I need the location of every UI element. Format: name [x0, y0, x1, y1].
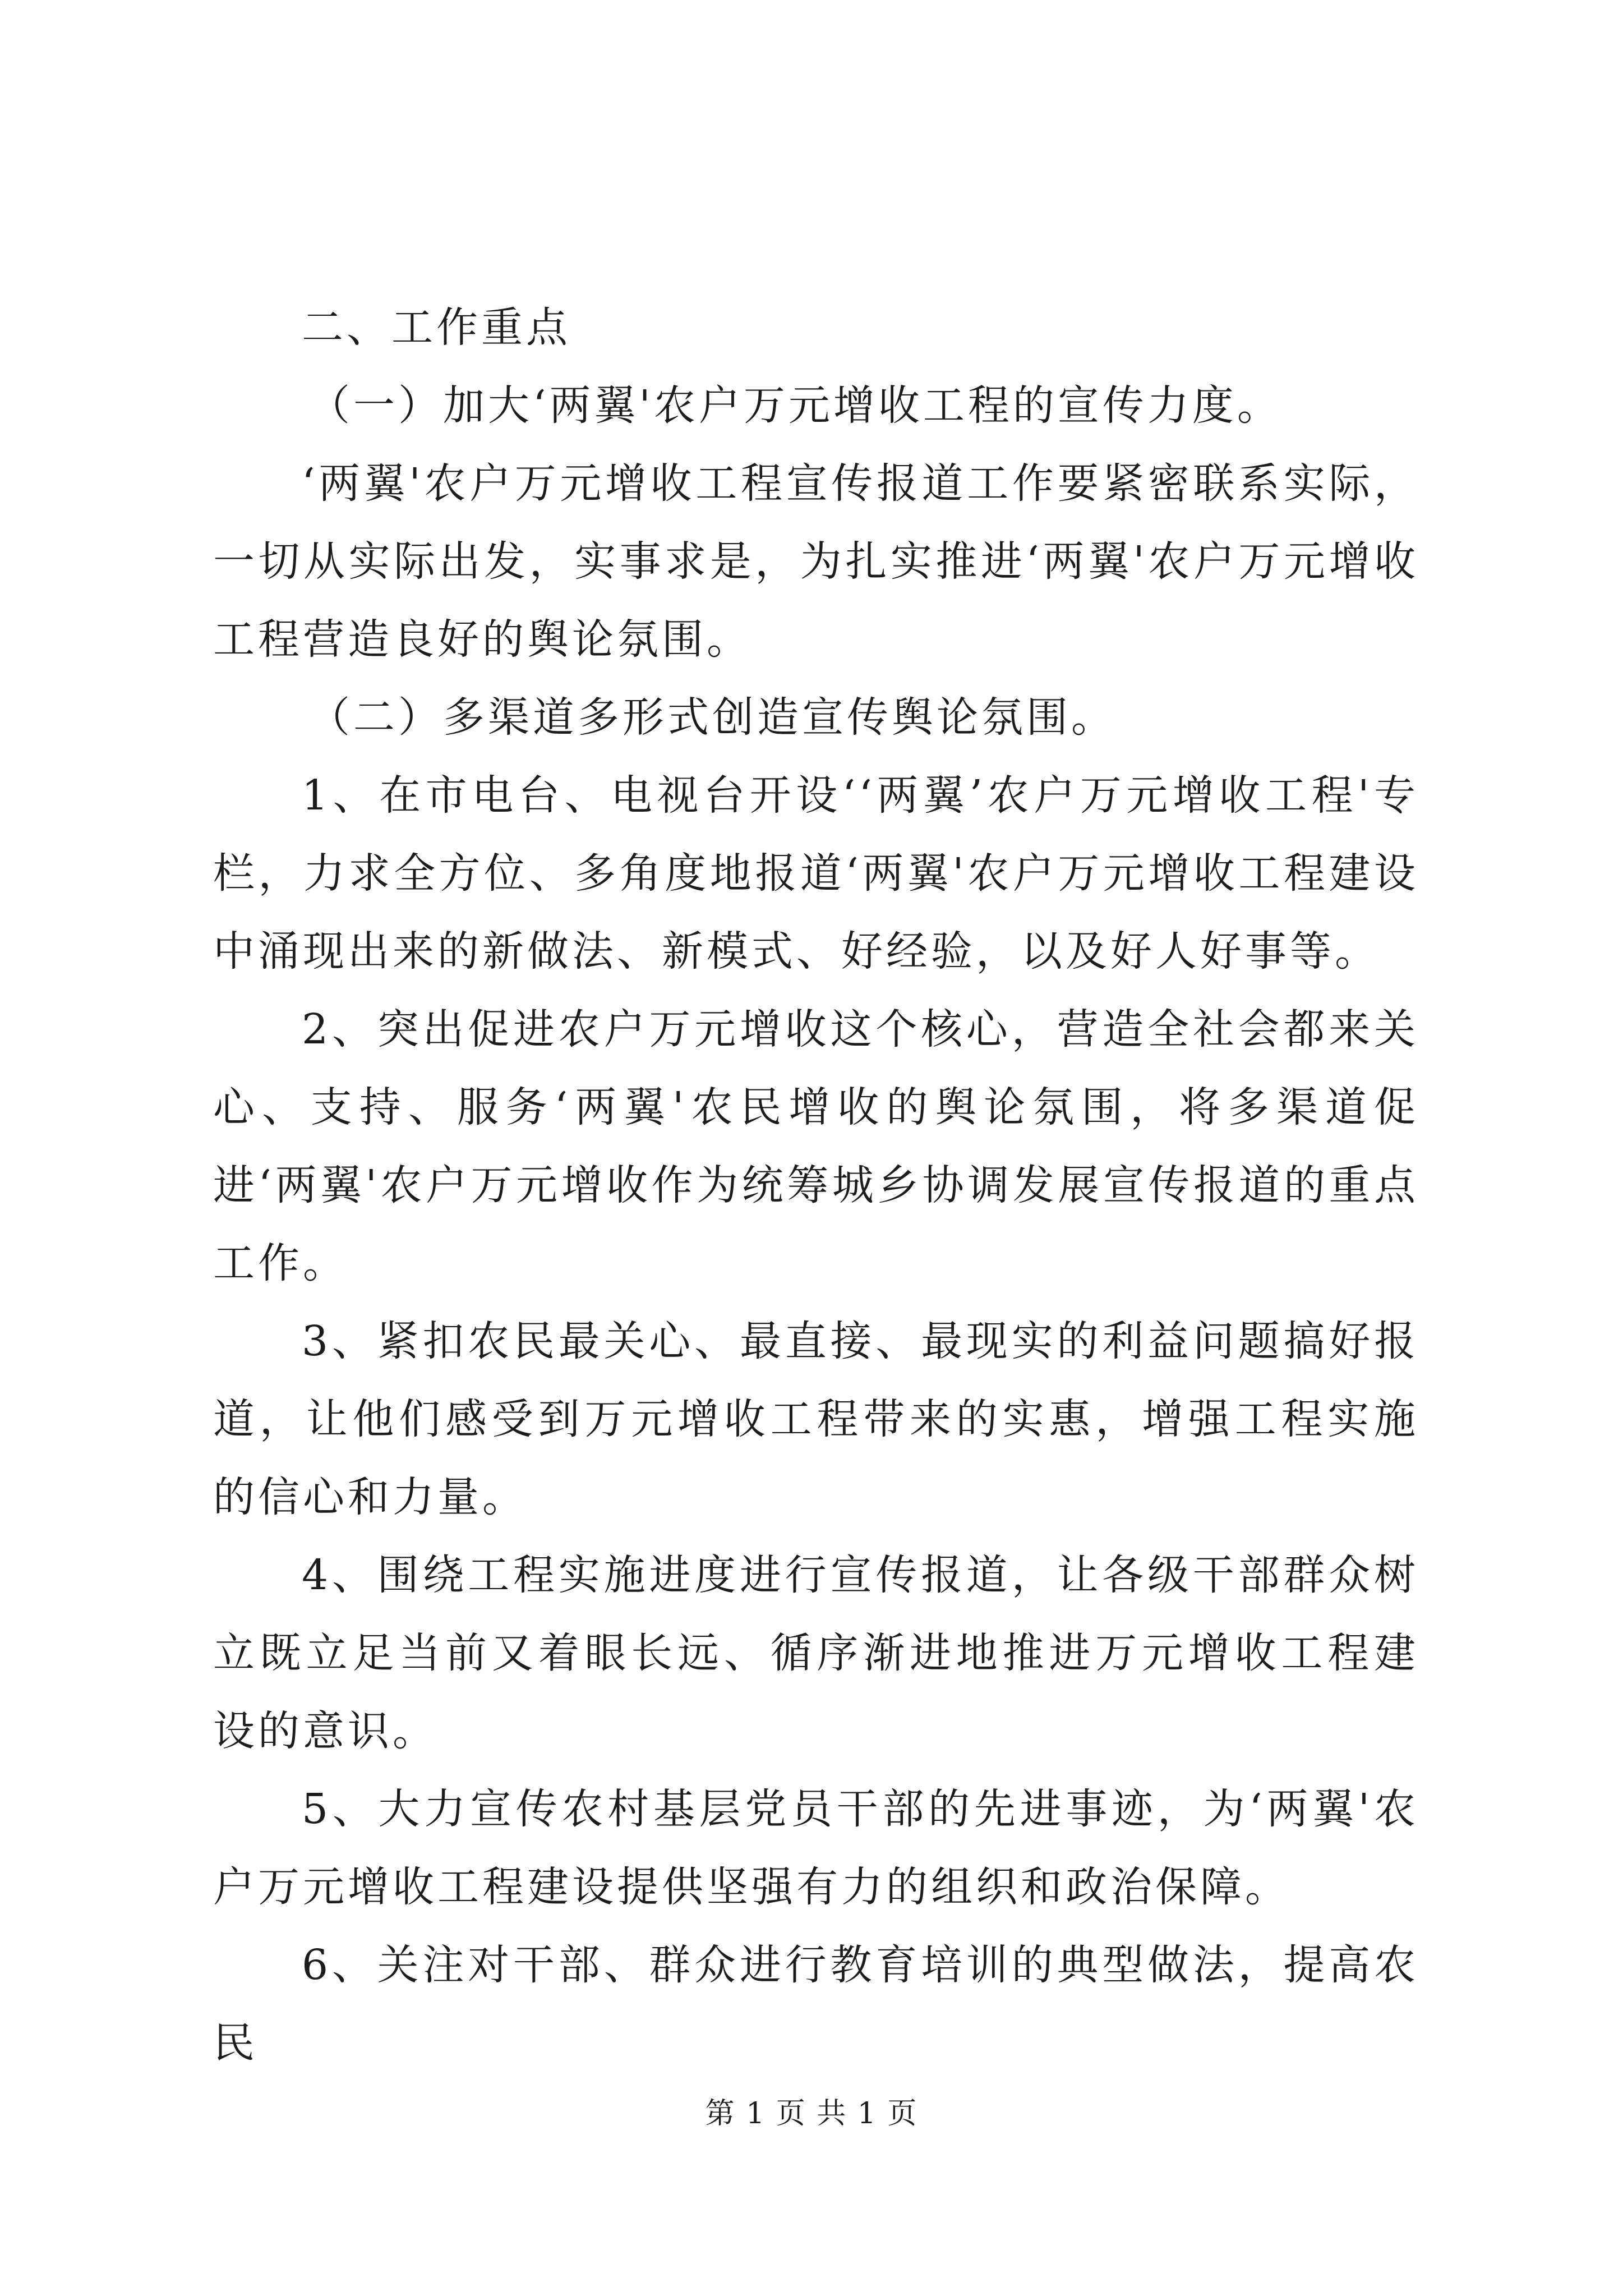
- page-footer: 第 1 页 共 1 页: [705, 2097, 918, 2131]
- subsection-heading-2: （二）多渠道多形式创造宣传舆论氛围。: [308, 693, 1116, 742]
- list-item-2: 2、突出促进农户万元增收这个核心，营造全社会都来关心、支持、服务‘两翼'农民增收的舆论氛围，将多渠道促进‘两翼'农户万元增收作为统筹城乡协调发展宣传报道的重点工作。: [213, 1005, 1419, 1287]
- list-item-4: 4、围绕工程实施进度进行宣传报道，让各级干部群众树立既立足当前又着眼长远、循序渐进地推进万元增收工程建设的意识。: [213, 1551, 1419, 1755]
- list-item-6: 6、关注对干部、群众进行教育培训的典型做法，提高农民: [213, 1941, 1419, 2067]
- list-item-5: 5、大力宣传农村基层党员干部的先进事迹，为‘两翼'农户万元增收工程建设提供坚强有力的组织和政治保障。: [213, 1785, 1419, 1911]
- list-item-1: 1、在市电台、电视台开设‘‘两翼’农户万元增收工程'专栏，力求全方位、多角度地报道‘两翼'农户万元增收工程建设中涌现出来的新做法、新模式、好经验，以及好人好事等。: [213, 771, 1419, 976]
- subsection-heading-1: （一）加大‘两翼'农户万元增收工程的宣传力度。: [308, 381, 1282, 430]
- section-heading: 二、工作重点: [302, 303, 571, 352]
- body-paragraph: ‘两翼'农户万元增收工程宣传报道工作要紧密联系实际，一切从实际出发，实事求是，为扎实推进‘两翼'农户万元增收工程营造良好的舆论氛围。: [213, 459, 1419, 664]
- document-body: [213, 289, 1419, 2082]
- list-item-3: 3、紧扣农民最关心、最直接、最现实的利益问题搞好报道，让他们感受到万元增收工程带来的实惠，增强工程实施的信心和力量。: [213, 1317, 1419, 1521]
